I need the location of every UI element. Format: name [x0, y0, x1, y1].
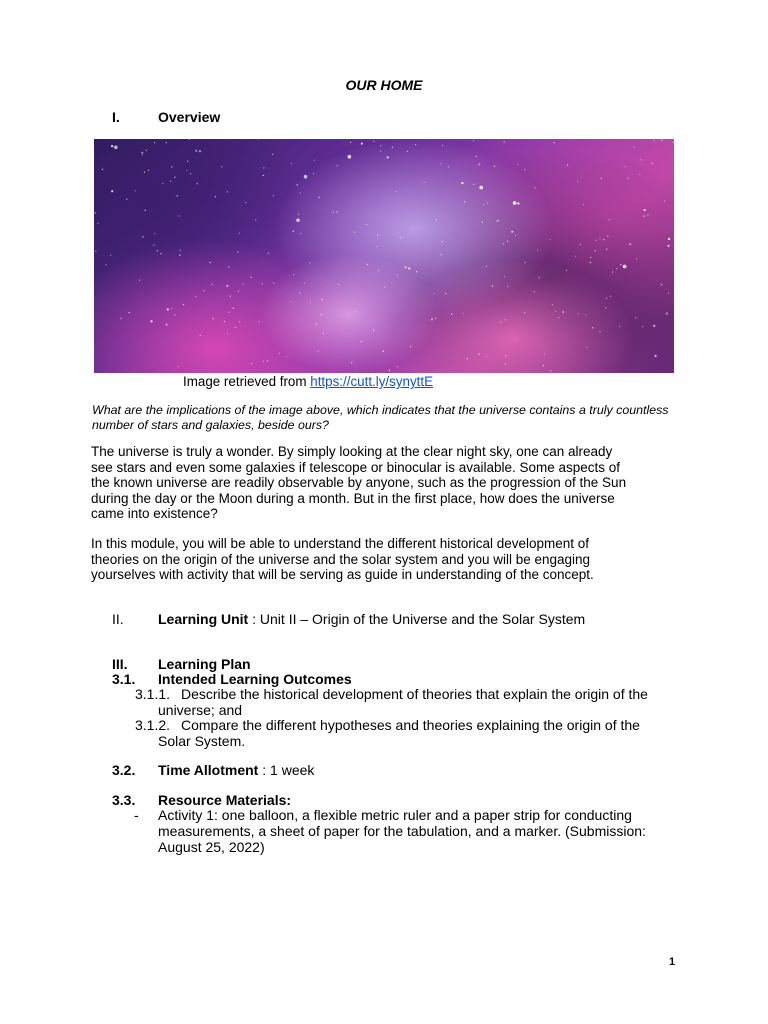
subsection-number-3-1: 3.1. [112, 671, 136, 687]
resource-materials-list-item [158, 807, 677, 855]
image-source-link[interactable]: https://cutt.ly/synyttE [310, 374, 434, 389]
section-number-learning-unit: II. [112, 611, 124, 627]
image-caption [183, 374, 433, 389]
outcome-3-1-1-text: Describe the historical development of theories that explain the origin of the [181, 686, 648, 702]
section-number-overview: I. [112, 109, 120, 125]
list-item-line: August 25, 2022) [158, 839, 265, 855]
outcome-3-1-2-text: Compare the different hypotheses and theories explaining the origin of the [181, 717, 640, 733]
paragraph-line: came into existence? [91, 506, 218, 521]
galaxy-nebula-image [94, 139, 674, 373]
learning-unit-line [158, 611, 585, 627]
subsection-number-3-3: 3.3. [112, 792, 136, 808]
section-number-learning-plan: III. [112, 656, 128, 672]
outcome-3-1-1-continuation: universe; and [158, 702, 243, 718]
paragraph-line: theories on the origin of the universe and the solar system and you will be engaging [91, 551, 591, 567]
image-caption-prefix: Image retrieved from [183, 374, 311, 389]
learning-unit-text: : Unit II – Origin of the Universe and the Solar System [248, 611, 586, 627]
section-heading-overview: Overview [158, 109, 221, 125]
time-allotment-line [158, 762, 314, 778]
resource-materials-heading: Resource Materials: [158, 792, 292, 808]
list-bullet-dash: - [134, 807, 139, 823]
starfield-graphic [94, 139, 674, 373]
guiding-question: What are the implications of the image above, which indicates that the universe contains a truly countless number of stars and galaxies, beside ours? [92, 403, 669, 432]
paragraph-line: yourselves with activity that will be serving as guide in understanding of the concept. [91, 567, 594, 582]
page-title: OUR HOME [345, 77, 423, 93]
paragraph-line: The universe is truly a wonder. By simply looking at the clear night sky, one can already [91, 444, 613, 459]
list-item-line: measurements, a sheet of paper for the tabulation, and a marker. (Submission: [158, 823, 646, 839]
paragraph-line: during the day or the Moon during a month. But in the first place, how does the universe [91, 490, 615, 506]
list-item-line: Activity 1: one balloon, a flexible metric ruler and a paper strip for conducting [158, 807, 632, 823]
outcome-3-1-2-continuation: Solar System. [158, 733, 246, 749]
paragraph-line: see stars and even some galaxies if telescope or binocular is available. Some aspects of [91, 459, 621, 475]
intro-paragraph [91, 444, 677, 522]
outcome-number-3-1-1: 3.1.1. [135, 686, 171, 702]
intended-outcomes-heading: Intended Learning Outcomes [158, 671, 352, 687]
outcome-number-3-1-2: 3.1.2. [135, 717, 171, 733]
learning-plan-heading: Learning Plan [158, 656, 251, 672]
time-allotment-value: : 1 week [258, 762, 315, 778]
module-paragraph [91, 536, 677, 583]
paragraph-line: the known universe are readily observable by anyone, such as the progression of the Sun [91, 475, 627, 490]
page-number: 1 [669, 956, 676, 968]
learning-unit-label: Learning Unit [158, 611, 249, 627]
paragraph-line: In this module, you will be able to understand the different historical development of [91, 536, 590, 551]
subsection-number-3-2: 3.2. [112, 762, 136, 778]
time-allotment-label: Time Allotment [158, 762, 259, 778]
